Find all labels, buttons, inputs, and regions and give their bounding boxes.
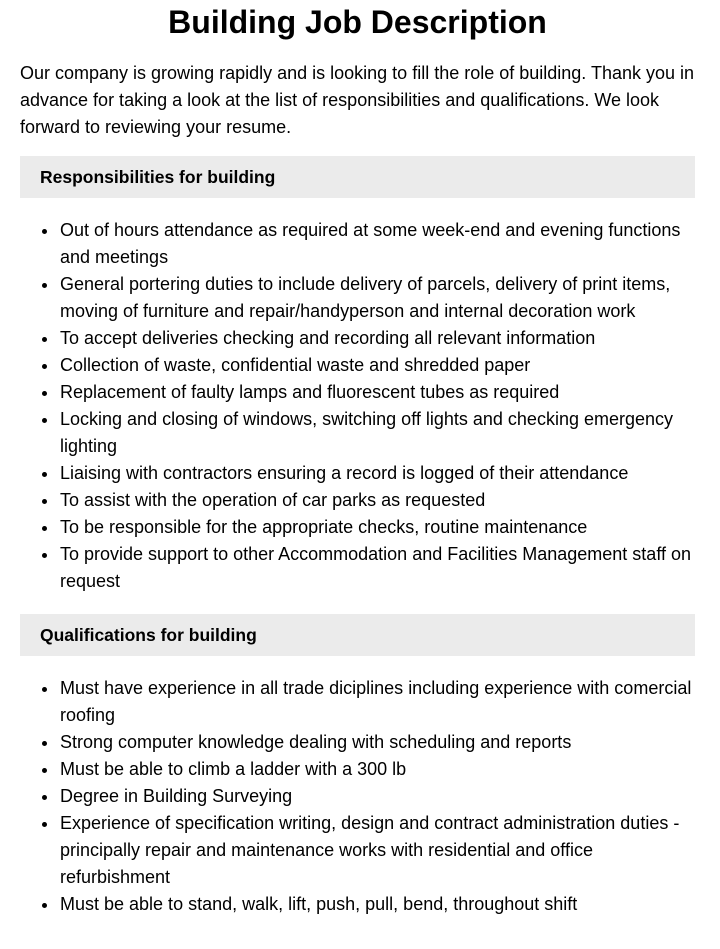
bullet-icon [42,768,47,773]
list-item [60,729,700,756]
list-item-text: Collection of waste, confidential waste and shredded paper [60,355,531,375]
bullet-icon [42,229,47,234]
list-item-text: Liaising with contractors ensuring a record is logged of their attendance [60,463,629,483]
list-item [60,783,700,810]
responsibilities-list [20,217,700,595]
bullet-icon [42,337,47,342]
list-item [60,891,700,918]
bullet-icon [42,741,47,746]
list-item [60,460,700,487]
bullet-icon [42,526,47,531]
intro-paragraph: Our company is growing rapidly and is looking to fill the role of building. Thank you in advance for taking a look at the list of responsibilities and qualifications. We look forward to reviewing your resume. [20,63,695,137]
list-item [60,675,700,729]
list-item-text: To accept deliveries checking and recording all relevant information [60,328,596,348]
list-item-text: Experience of specification writing, design and contract administration duties - principally repair and maintenance works with residential and office refurbishment [60,813,680,887]
list-item [60,406,700,460]
list-item [60,541,700,595]
list-item [60,756,700,783]
list-item-text: Locking and closing of windows, switching off lights and checking emergency lighting [60,409,674,456]
list-item [60,487,700,514]
list-item-text: Out of hours attendance as required at some week-end and evening functions and meetings [60,220,681,267]
list-item-text: Must be able to stand, walk, lift, push, pull, bend, throughout shift [60,894,578,914]
bullet-icon [42,418,47,423]
bullet-icon [42,391,47,396]
bullet-icon [42,795,47,800]
qualifications-list [20,675,700,918]
qualifications-heading: Qualifications for building [20,614,695,656]
list-item [60,325,700,352]
list-item-text: Strong computer knowledge dealing with scheduling and reports [60,732,572,752]
list-item-text: To assist with the operation of car parks as requested [60,490,486,510]
bullet-icon [42,553,47,558]
bullet-icon [42,472,47,477]
list-item [60,217,700,271]
bullet-icon [42,903,47,908]
list-item [60,810,700,891]
list-item-text: To provide support to other Accommodation and Facilities Management staff on request [60,544,692,591]
list-item-text: General portering duties to include delivery of parcels, delivery of print items, moving of furniture and repair/handyperson and internal decoration work [60,274,671,321]
list-item [60,514,700,541]
list-item-text: Must have experience in all trade diciplines including experience with comercial roofing [60,678,692,725]
list-item-text: Degree in Building Surveying [60,786,293,806]
list-item-text: To be responsible for the appropriate checks, routine maintenance [60,517,588,537]
list-item-text: Must be able to climb a ladder with a 300 lb [60,759,407,779]
bullet-icon [42,364,47,369]
bullet-icon [42,687,47,692]
bullet-icon [42,283,47,288]
list-item-text: Replacement of faulty lamps and fluorescent tubes as required [60,382,560,402]
page-title: Building Job Description [168,4,547,40]
bullet-icon [42,822,47,827]
list-item [60,379,700,406]
bullet-icon [42,499,47,504]
responsibilities-heading: Responsibilities for building [20,156,695,198]
list-item [60,271,700,325]
list-item [60,352,700,379]
